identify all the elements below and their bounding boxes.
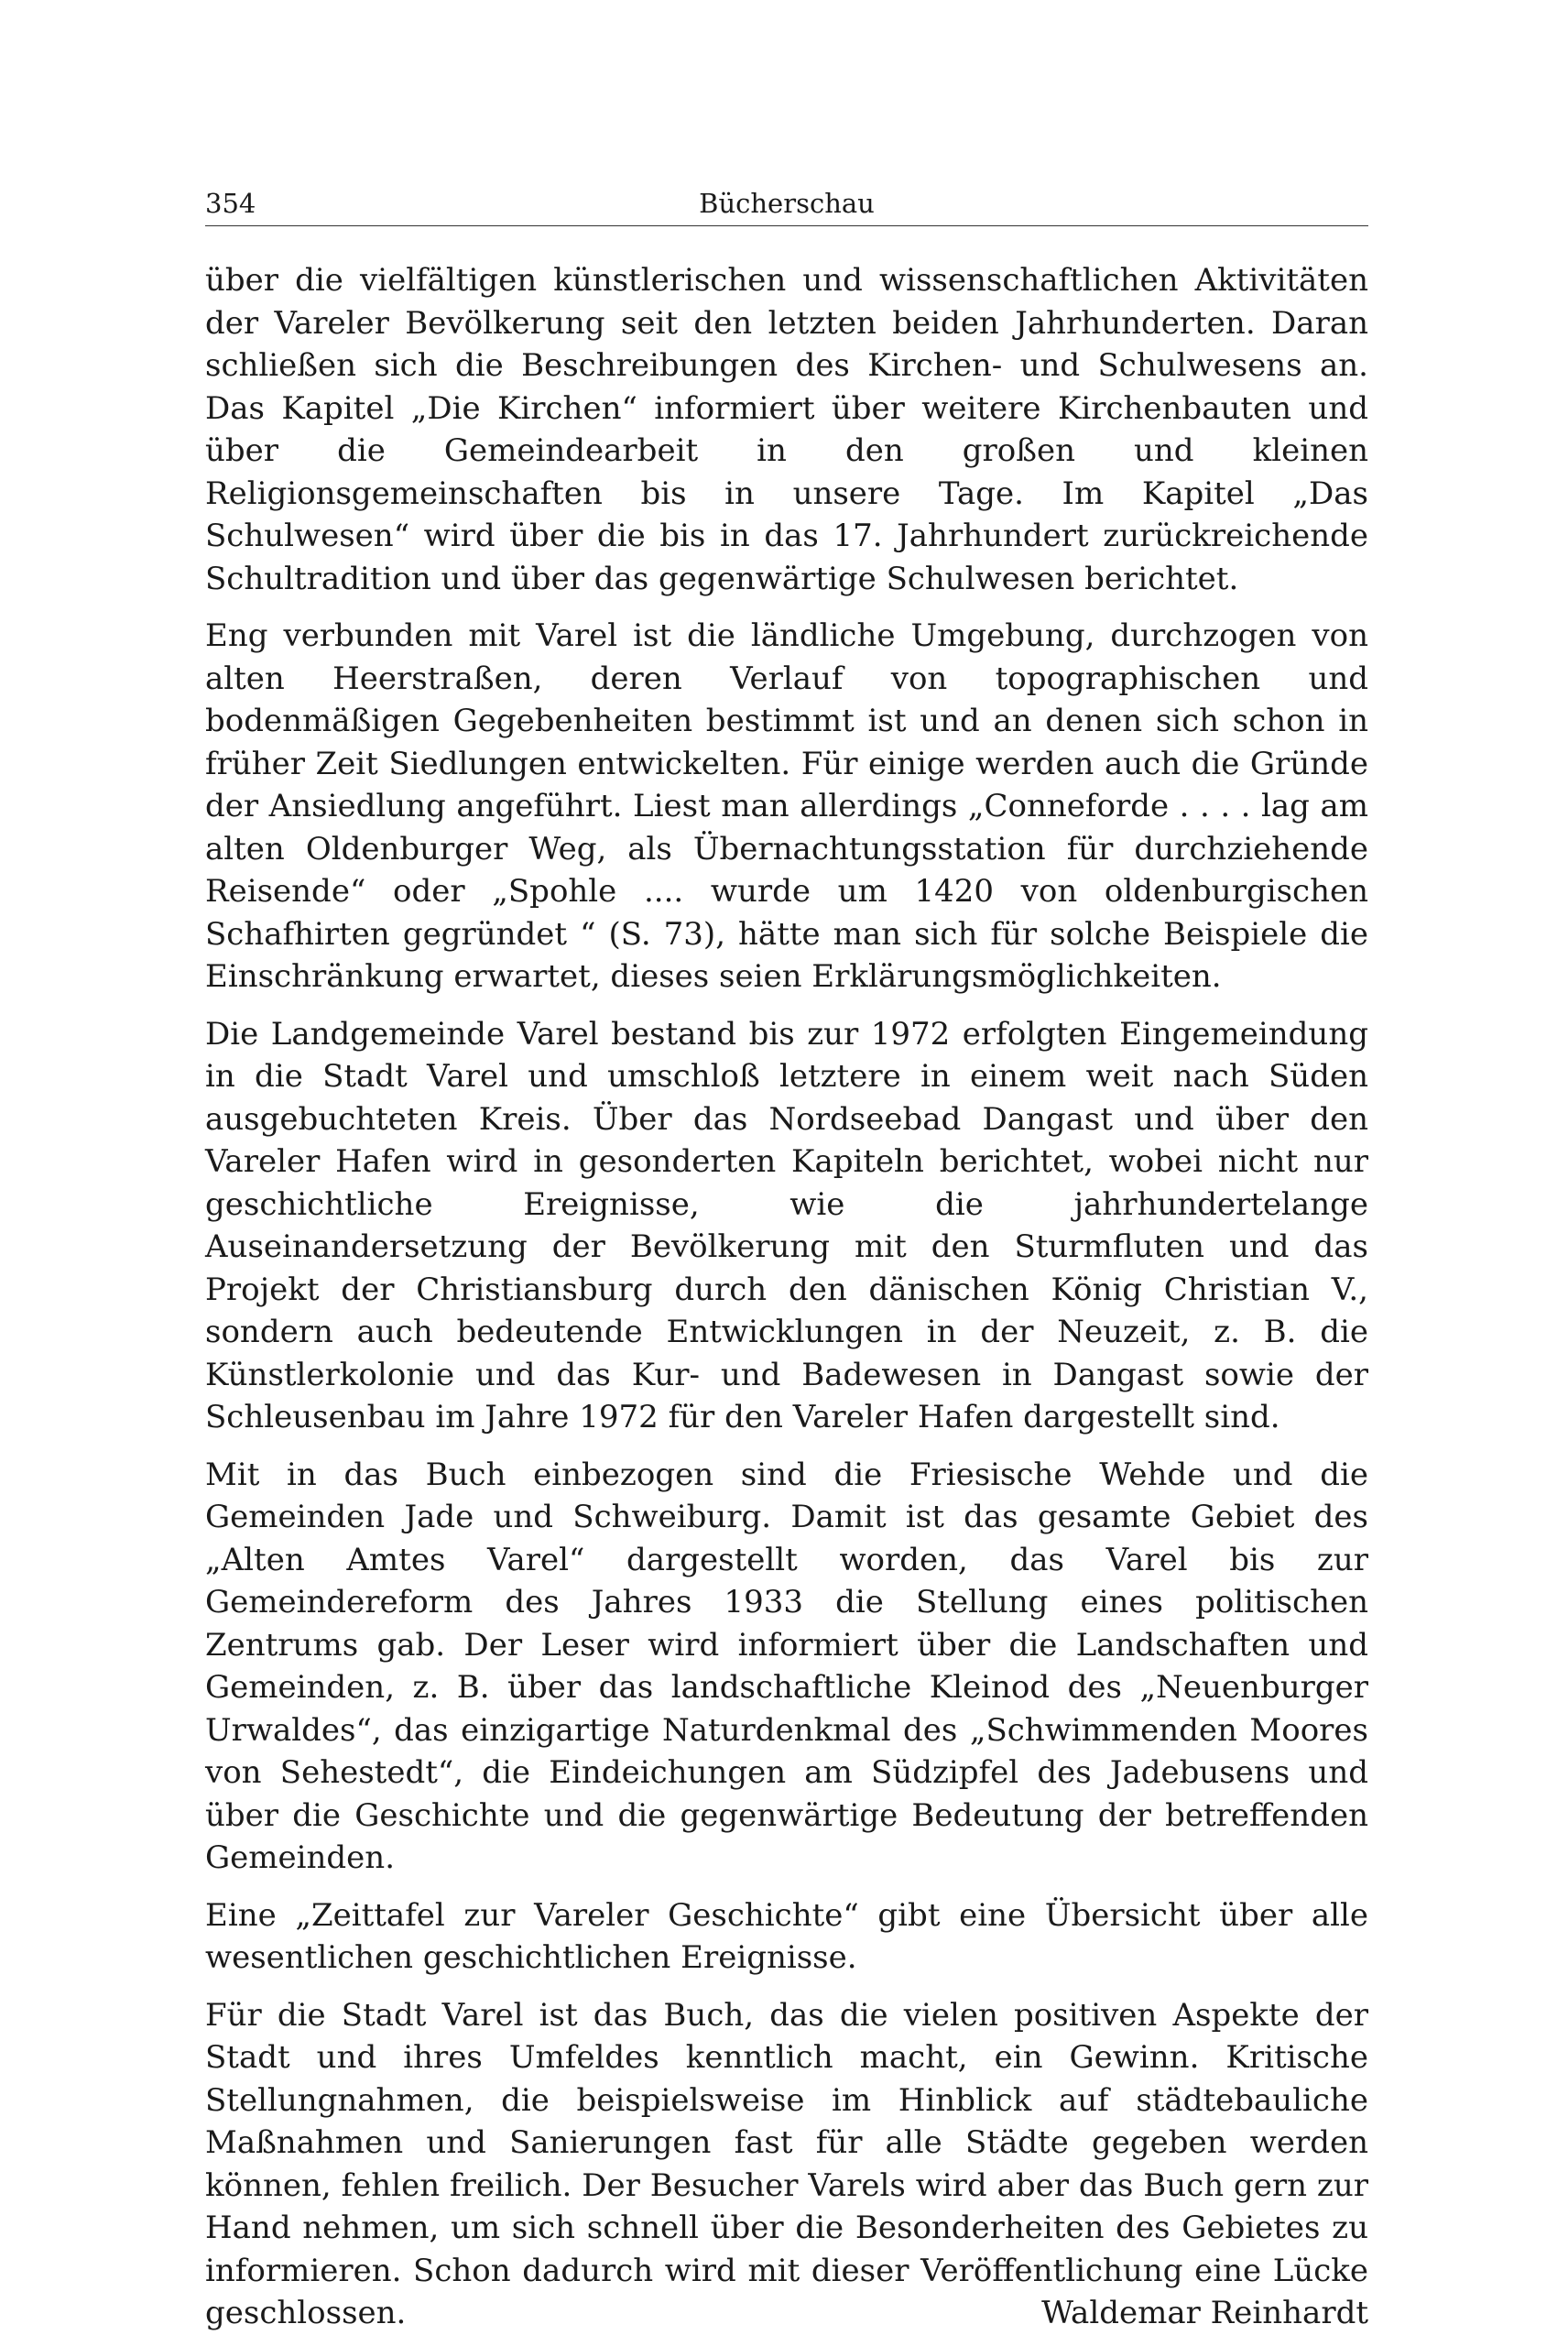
reviewer-signature: Waldemar Reinhardt xyxy=(1041,2295,1368,2331)
paragraph: Eng verbunden mit Varel ist die ländliche Umgebung, durchzogen von alten Heerstraßen, deren Verlauf von topographischen und bodenmäßigen Gegebenheiten bestimmt ist und an denen sich schon in früher Zeit Siedlungen entwickelten. Für einige werden auch die Gründe der Ansiedlung angeführt. Liest man allerdings „Conneforde . . . . lag am alten Oldenburger Weg, als Übernachtungsstation für durchziehende Reisende“ oder „Spohle .... wurde um 1420 von oldenburgischen Schafhirten gegründet “ (S. 73), hätte man sich für solche Beispiele die Einschränkung erwartet, dieses seien Erklärungsmöglichkeiten. xyxy=(205,617,1368,995)
running-header xyxy=(205,183,1368,226)
book-page xyxy=(205,183,1368,2335)
page-number: 354 xyxy=(205,188,256,219)
section-title: Bücherschau xyxy=(699,188,875,219)
final-paragraph xyxy=(205,1994,1368,2335)
paragraph: Mit in das Buch einbezogen sind die Friesische Wehde und die Gemeinden Jade und Schweiburg. Damit ist das gesamte Gebiet des „Alten Amtes Varel“ dargestellt worden, das Varel bis zur Gemeindereform des Jahres 1933 die Stellung eines politischen Zentrums gab. Der Leser wird informiert über die Landschaften und Gemeinden, z. B. über das landschaftliche Kleinod des „Neuenburger Urwaldes“, das einzigartige Naturdenkmal des „Schwimmenden Moores von Sehestedt“, die Eindeichungen am Südzipfel des Jadebusens und über die Geschichte und die gegenwärtige Bedeutung der betreffenden Gemeinden. xyxy=(205,1456,1368,1876)
paragraph: über die vielfältigen künstlerischen und wissenschaftlichen Aktivitäten der Vareler Bevölkerung seit den letzten beiden Jahrhunderten. Daran schließen sich die Beschreibungen des Kirchen- und Schulwesens an. Das Kapitel „Die Kirchen“ informiert über weitere Kirchenbauten und über die Gemeindearbeit in den großen und kleinen Religionsgemeinschaften bis in unsere Tage. Im Kapitel „Das Schulwesen“ wird über die bis in das 17. Jahrhundert zurückreichende Schultradition und über das gegenwärtige Schulwesen berichtet. xyxy=(205,262,1368,597)
paragraph: Die Landgemeinde Varel bestand bis zur 1972 erfolgten Eingemeindung in die Stadt Varel und umschloß letztere in einem weit nach Süden ausgebuchteten Kreis. Über das Nordseebad Dangast und über den Vareler Hafen wird in gesonderten Kapiteln berichtet, wobei nicht nur geschichtliche Ereignisse, wie die jahrhundertelange Auseinandersetzung der Bevölkerung mit den Sturmfluten und das Projekt der Christiansburg durch den dänischen König Christian V., sondern auch bedeutende Entwicklungen in der Neuzeit, z. B. die Künstlerkolonie und das Kur- und Badewesen in Dangast sowie der Schleusenbau im Jahre 1972 für den Vareler Hafen dargestellt sind. xyxy=(205,1015,1368,1435)
review-body xyxy=(205,259,1368,2335)
paragraph: Eine „Zeittafel zur Vareler Geschichte“ gibt eine Übersicht über alle wesentlichen geschichtlichen Ereignisse. xyxy=(205,1896,1368,1976)
final-paragraph-text: Für die Stadt Varel ist das Buch, das die vielen positiven Aspekte der Stadt und ihres Umfeldes kenntlich macht, ein Gewinn. Kritische Stellungnahmen, die beispielsweise im Hinblick auf städtebauliche Maßnahmen und Sanierungen fast für alle Städte gegeben werden können, fehlen freilich. Der Besucher Varels wird aber das Buch gern zur Hand nehmen, um sich schnell über die Besonderheiten des Gebietes zu informieren. Schon dadurch wird mit dieser Veröffentlichung eine Lücke geschlossen. xyxy=(205,1996,1368,2331)
